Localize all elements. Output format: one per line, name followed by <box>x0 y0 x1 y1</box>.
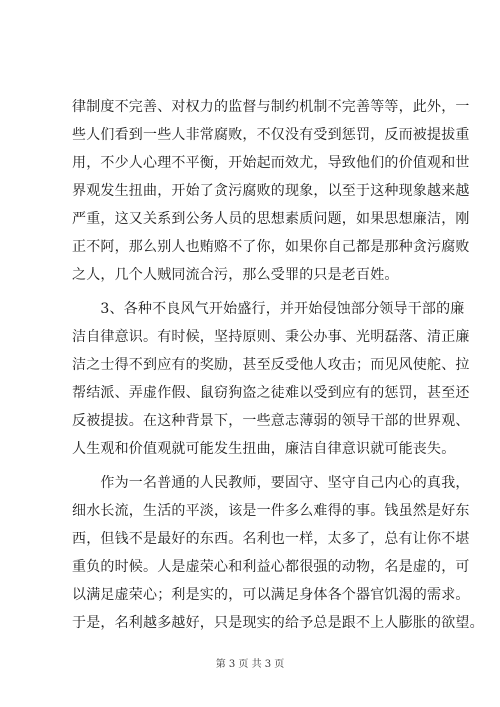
text-line: 严重，这又关系到公务人员的思想素质问题，如果思想廉洁，刚 <box>72 211 470 227</box>
paragraph-3 <box>72 469 484 637</box>
page-number: 第 3 页 共 3 页 <box>215 659 285 670</box>
document-body <box>72 93 484 637</box>
text-line: 正不阿，那么别人也贿赂不了你，如果你自己都是那种贪污腐败 <box>72 239 470 255</box>
paragraph-1 <box>72 93 470 289</box>
text-line: 律制度不完善、对权力的监督与制约机制不完善等等，此外，一 <box>72 99 470 115</box>
text-line: 些人们看到一些人非常腐败，不仅没有受到惩罚，反而被提拔重 <box>72 127 470 143</box>
text-line: 洁之士得不到应有的奖励，甚至反受他人攻击；而见风使舵、拉 <box>72 357 470 373</box>
paragraph-2 <box>72 295 470 463</box>
text-line: 3、各种不良风气开始盛行，并开始侵蚀部分领导干部的廉 <box>72 301 465 317</box>
text-line: 用，不少人心理不平衡，开始起而效尤，导致他们的价值观和世 <box>72 155 470 171</box>
text-line: 作为一名普通的人民教师，要固守、坚守自己内心的真我， <box>72 475 470 491</box>
text-line: 于是，名利越多越好，只是现实的给予总是跟不上人膨胀的欲望。 <box>72 615 484 631</box>
page-footer <box>0 655 500 670</box>
text-line: 重负的时候。人是虚荣心和利益心都很强的动物，名是虚的，可 <box>72 559 470 575</box>
text-line: 洁自律意识。有时候，坚持原则、秉公办事、光明磊落、清正廉 <box>72 329 470 345</box>
text-line: 以满足虚荣心；利是实的，可以满足身体各个器官饥渴的需求。 <box>72 587 470 603</box>
text-line: 帮结派、弄虚作假、鼠窃狗盗之徒难以受到应有的惩罚，甚至还 <box>72 385 470 401</box>
text-line: 西，但钱不是最好的东西。名利也一样，太多了，总有让你不堪 <box>72 531 470 547</box>
text-line: 界观发生扭曲，开始了贪污腐败的现象，以至于这种现象越来越 <box>72 183 470 199</box>
text-line: 之人，几个人贼同流合污，那么受罪的只是老百姓。 <box>72 267 399 283</box>
text-line: 反被提拔。在这种背景下，一些意志薄弱的领导干部的世界观、 <box>72 413 470 429</box>
text-line: 细水长流，生活的平淡，该是一件多么难得的事。钱虽然是好东 <box>72 503 470 519</box>
text-line: 人生观和价值观就可能发生扭曲，廉洁自律意识就可能丧失。 <box>72 441 456 457</box>
